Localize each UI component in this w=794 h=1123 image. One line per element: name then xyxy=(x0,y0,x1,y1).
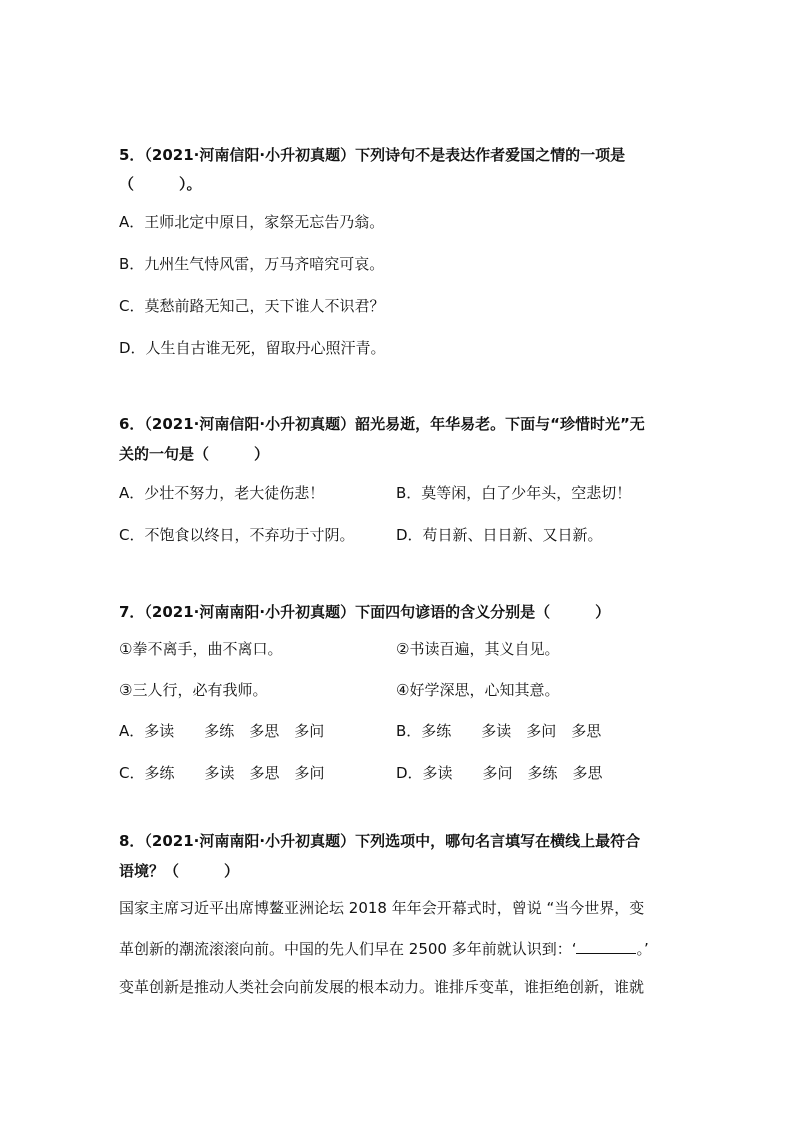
question-8-title-cont: 语境？（ ） xyxy=(119,862,240,880)
question-5-option-c: C．莫愁前路无知己，天下谁人不识君？ xyxy=(119,297,385,315)
question-6-option-d: D．苟日新、日日新、又日新。 xyxy=(396,526,603,544)
question-8-body-line-3: 变革创新是推动人类社会向前发展的根本动力。谁排斥变革，谁拒绝创新，谁就 xyxy=(119,978,645,996)
question-5-title: 5．（2021·河南信阳·小升初真题）下列诗句不是表达作者爱国之情的一项是 xyxy=(119,146,626,164)
question-7-option-d: D．多读 多问 多练 多思 xyxy=(396,764,603,782)
question-7-option-a: A．多读 多练 多思 多问 xyxy=(119,722,325,740)
question-6-title-cont: 关的一句是（ ） xyxy=(119,445,270,463)
question-6-option-a: A．少壮不努力，老大徒伤悲！ xyxy=(119,484,325,502)
question-7-item-4: ④好学深思，心知其意。 xyxy=(396,681,560,699)
question-7-option-b: B．多练 多读 多问 多思 xyxy=(396,722,602,740)
question-8-title: 8．（2021·河南南阳·小升初真题）下列选项中，哪句名言填写在横线上最符合 xyxy=(119,832,641,850)
question-7-option-c: C．多练 多读 多思 多问 xyxy=(119,764,325,782)
question-8-body-line-2-end: 。’ xyxy=(636,940,649,958)
question-7-item-2: ②书读百遍，其义自见。 xyxy=(396,640,560,658)
question-8-body-line-2-text: 革创新的潮流滚滚向前。中国的先人们早在 2500 多年前就认识到：‘ xyxy=(119,940,577,958)
question-6-option-c: C．不饱食以终日，不弃功于寸阴。 xyxy=(119,526,355,544)
question-7-title: 7．（2021·河南南阳·小升初真题）下面四句谚语的含义分别是（ ） xyxy=(119,603,611,621)
question-7-item-1: ①拳不离手，曲不离口。 xyxy=(119,640,283,658)
answer-blank[interactable] xyxy=(576,939,636,954)
question-5-option-a: A．王师北定中原日，家祭无忘告乃翁。 xyxy=(119,213,385,231)
question-6-title: 6．（2021·河南信阳·小升初真题）韶光易逝，年华易老。下面与“珍惜时光”无 xyxy=(119,415,645,433)
question-5-option-b: B．九州生气恃风雷，万马齐喑究可哀。 xyxy=(119,255,385,273)
question-8-body-line-2 xyxy=(119,939,649,959)
question-5-title-cont: （ ）。 xyxy=(119,175,202,193)
question-8-body-line-1: 国家主席习近平出席博鳌亚洲论坛 2018 年年会开幕式时，曾说 “当今世界，变 xyxy=(119,899,645,917)
question-5-option-d: D．人生自古谁无死，留取丹心照汗青。 xyxy=(119,339,386,357)
question-7-item-3: ③三人行，必有我师。 xyxy=(119,681,268,699)
question-6-option-b: B．莫等闲，白了少年头，空悲切！ xyxy=(396,484,632,502)
